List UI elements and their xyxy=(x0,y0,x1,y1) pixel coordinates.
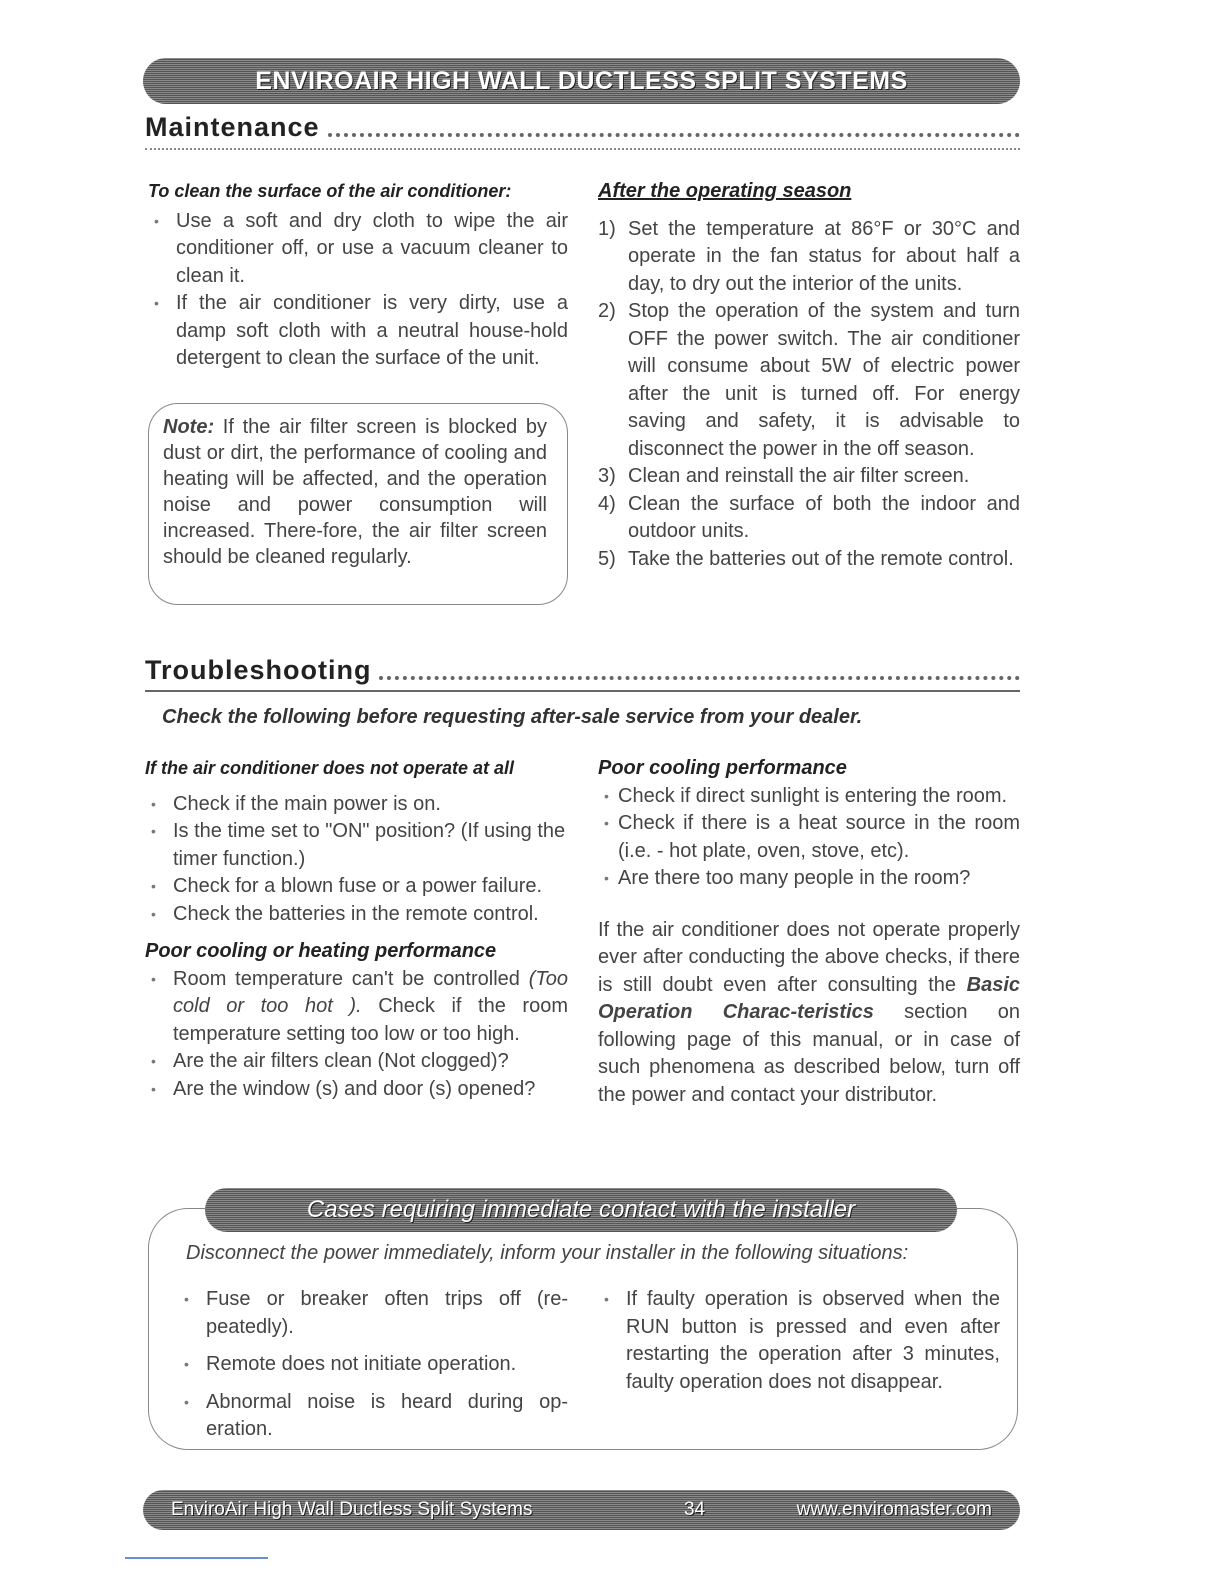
not-operate-heading: If the air conditioner does not operate at all xyxy=(145,758,515,778)
text: Room temperature can't be controlled xyxy=(173,967,529,990)
cases-banner xyxy=(205,1188,957,1232)
list-item: • Check the batteries in the remote control. xyxy=(145,901,568,929)
list-item xyxy=(145,966,568,1049)
step-number: 3) xyxy=(598,465,616,487)
step-text: Clean the surface of both the indoor and outdoor units. xyxy=(628,492,1020,542)
list-item: • Fuse or breaker often trips off (re-peatedly). xyxy=(178,1286,568,1341)
text: If the air conditioner does not operate properly ever after conducting the above checks, if there is still doubt even after consulting the xyxy=(598,918,1020,996)
text: section on following page of this manual, or in case of such phenomena as described below, turn off the power and contact your distributor. xyxy=(598,1001,1020,1106)
header-title: ENVIROAIR HIGH WALL DUCTLESS SPLIT SYSTEMS xyxy=(255,66,908,95)
footer-title: EnviroAir High Wall Ductless Split Systems xyxy=(171,1499,533,1520)
trouble-left xyxy=(145,755,568,1103)
troubleshooting-title xyxy=(145,655,1020,686)
list-item: • If the air conditioner is very dirty, use a damp soft cloth with a neutral house-hold detergent to clean the surface of the unit. xyxy=(148,290,568,373)
cases-right xyxy=(598,1286,1000,1396)
note-box xyxy=(148,403,568,605)
troubleshooting-intro: Check the following before requesting after-sale service from your dealer. xyxy=(162,706,863,728)
cases-title: Cases requiring immediate contact with the installer xyxy=(306,1196,856,1223)
surface-section xyxy=(148,178,568,373)
troubleshooting-title-text: Troubleshooting xyxy=(145,655,372,685)
contact-paragraph xyxy=(598,917,1020,1110)
cool-heat-heading: Poor cooling or heating performance xyxy=(145,940,497,962)
surface-heading: To clean the surface of the air conditioner: xyxy=(148,181,512,201)
text: Basic Operation Charac-teristics xyxy=(598,973,1020,1023)
text: (Too cold or too hot ). xyxy=(173,967,568,1017)
list-item: • Are the air filters clean (Not clogged)? xyxy=(145,1048,568,1076)
step-text: Set the temperature at 86°F or 30°C and operate in the fan status for about half a day, to dry out the interior of the units. xyxy=(628,217,1020,295)
divider xyxy=(145,690,1020,692)
list-item: • Use a soft and dry cloth to wipe the air conditioner off, or use a vacuum cleaner to clean it. xyxy=(148,208,568,291)
step-number: 5) xyxy=(598,547,616,570)
maintenance-title xyxy=(145,112,1020,143)
note-text: If the air filter screen is blocked by dust or dirt, the performance of cooling and heating will be affected, and the operation noise and power consumption will increased. There-fore, the air filter screen should be cleaned regularly. xyxy=(163,416,547,568)
step-number: 2) xyxy=(598,300,616,322)
list-item: • Are there too many people in the room? xyxy=(598,865,1020,893)
season-step xyxy=(598,546,1020,574)
footer-bar xyxy=(143,1490,1020,1530)
page-edge-line xyxy=(125,1557,268,1559)
title-dotted-line xyxy=(379,676,1020,680)
cases-intro: Disconnect the power immediately, inform your installer in the following situations: xyxy=(186,1242,909,1264)
list-item: • Check if direct sunlight is entering the room. xyxy=(598,783,1020,811)
season-step xyxy=(598,298,1020,463)
footer-url: www.enviromaster.com xyxy=(796,1499,992,1520)
season-step xyxy=(598,463,1020,491)
step-number: 4) xyxy=(598,492,616,515)
step-text: Clean and reinstall the air filter screen. xyxy=(628,465,970,487)
page-number: 34 xyxy=(683,1499,706,1520)
cases-left xyxy=(178,1286,568,1444)
list-item: • Abnormal noise is heard during op-eration. xyxy=(178,1389,568,1444)
season-section xyxy=(598,178,1020,573)
season-step xyxy=(598,491,1020,546)
step-text: Stop the operation of the system and turn OFF the power switch. The air conditioner will consume about 5W of electric power after the unit is turned off. For energy saving and safety, it is advisable to disconnect the power in the off season. xyxy=(628,300,1020,460)
divider xyxy=(145,148,1020,150)
step-text: Take the batteries out of the remote control. xyxy=(628,547,1014,570)
season-heading: After the operating season xyxy=(598,180,852,202)
list-item: • Are the window (s) and door (s) opened? xyxy=(145,1076,568,1104)
list-item: • Check if the main power is on. xyxy=(145,791,568,819)
list-item: • Is the time set to "ON" position? (If using the timer function.) xyxy=(145,818,568,873)
list-item: • Remote does not initiate operation. xyxy=(178,1351,568,1379)
cooling-heading: Poor cooling performance xyxy=(598,757,847,779)
trouble-right xyxy=(598,755,1020,1109)
list-item: • Check for a blown fuse or a power failure. xyxy=(145,873,568,901)
text: Check if the room temperature setting too low or too high. xyxy=(173,995,568,1045)
list-item: • If faulty operation is observed when the RUN button is pressed and even after restarting the operation after 3 minutes, faulty operation does not disappear. xyxy=(598,1286,1000,1396)
maintenance-title-text: Maintenance xyxy=(145,112,320,142)
title-dotted-line xyxy=(328,133,1020,137)
season-step xyxy=(598,216,1020,299)
note-label: Note: xyxy=(163,416,215,438)
list-item: • Check if there is a heat source in the room (i.e. - hot plate, oven, stove, etc). xyxy=(598,810,1020,865)
header-banner xyxy=(143,58,1020,104)
step-number: 1) xyxy=(598,217,616,240)
